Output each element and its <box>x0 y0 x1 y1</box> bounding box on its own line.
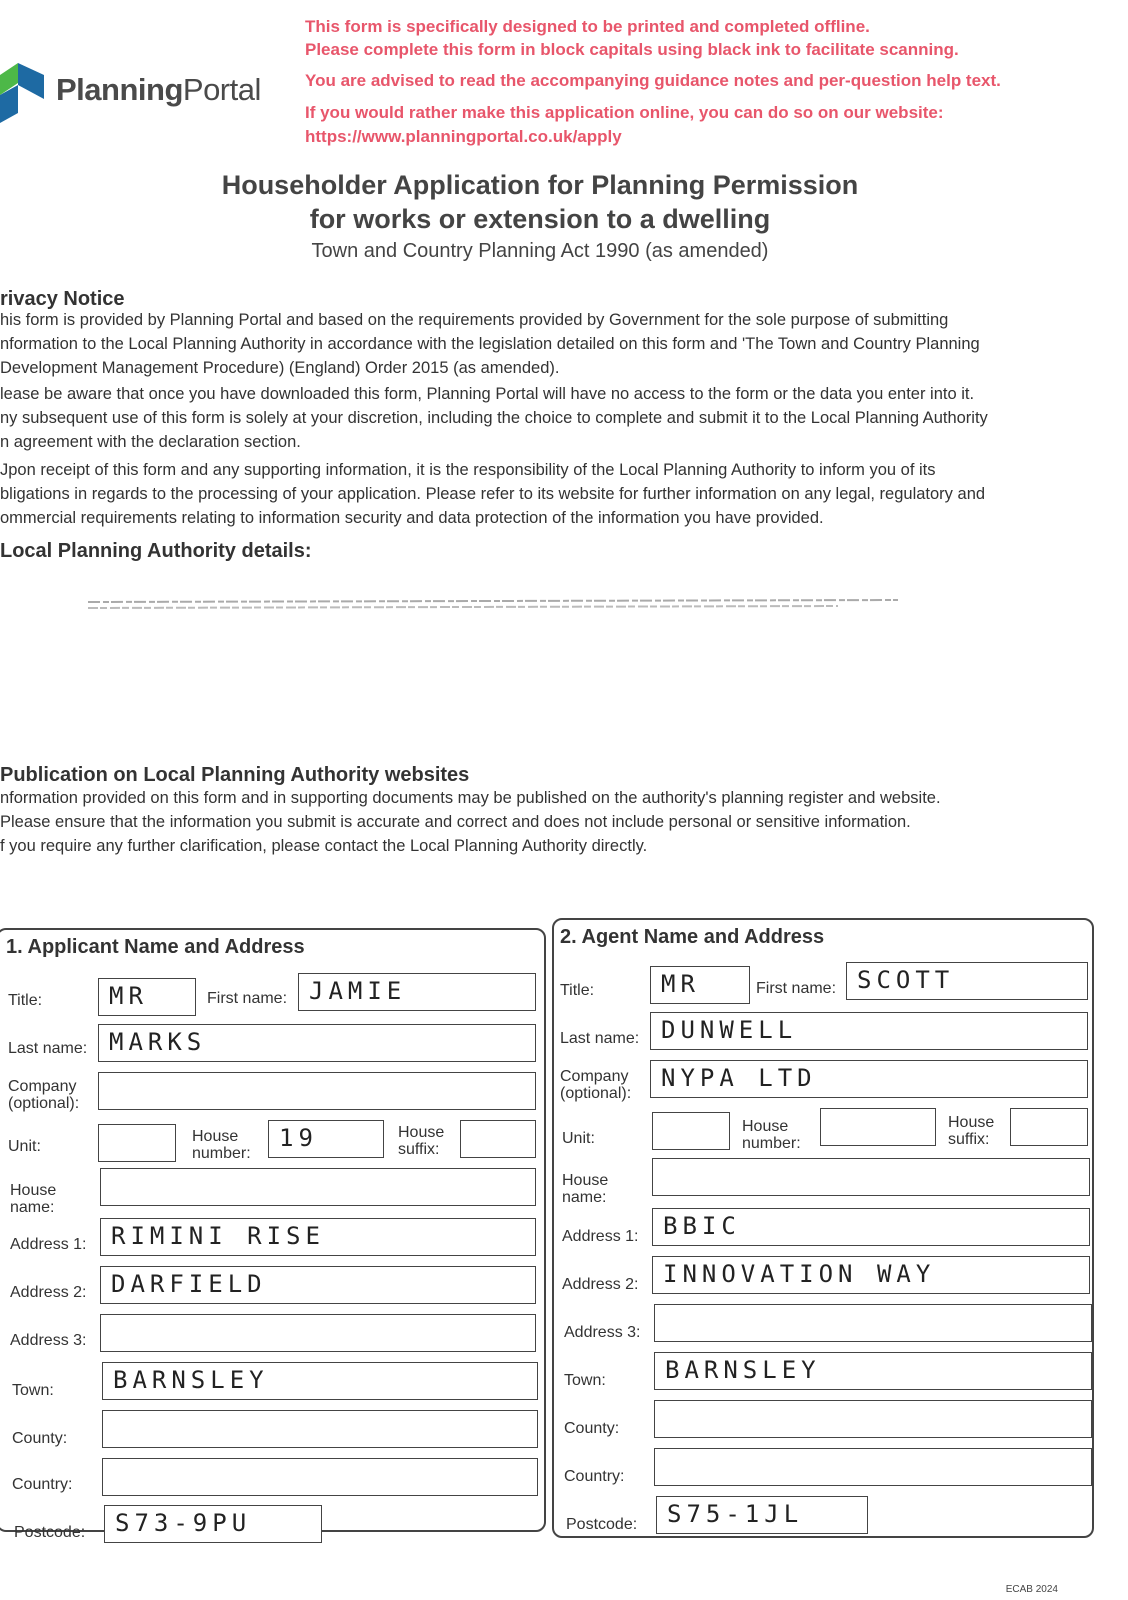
agent-last-name-label: Last name: <box>560 1030 640 1047</box>
agent-house-number-field[interactable] <box>820 1108 936 1146</box>
agent-unit-field[interactable] <box>652 1112 730 1150</box>
applicant-address1-label: Address 1: <box>10 1236 87 1253</box>
agent-company-field[interactable]: NYPA LTD <box>650 1060 1088 1098</box>
agent-postcode-label: Postcode: <box>566 1516 638 1533</box>
form-code: ECAB 2024 <box>1005 1584 1058 1595</box>
privacy-line: his form is provided by Planning Portal and based on the requirements provided by Government for the sole purpose of submitting <box>0 311 949 329</box>
notice-offline: This form is specifically designed to be printed and completed offline. <box>305 17 870 36</box>
applicant-address1-field[interactable]: RIMINI RISE <box>100 1218 536 1256</box>
agent-address1-field[interactable]: BBIC <box>652 1208 1090 1246</box>
applicant-postcode-field[interactable]: S73-9PU <box>104 1505 322 1543</box>
agent-country-field[interactable] <box>654 1448 1092 1486</box>
agent-address2-field[interactable]: INNOVATION WAY <box>652 1256 1090 1294</box>
agent-address1-label: Address 1: <box>562 1228 639 1245</box>
form-subtitle: Town and Country Planning Act 1990 (as amended) <box>311 240 769 262</box>
privacy-line: Jpon receipt of this form and any supporting information, it is the responsibility of the Local Planning Authority to inform you of its <box>0 461 936 479</box>
publication-line: nformation provided on this form and in supporting documents may be published on the authority's planning register and website. <box>0 789 941 807</box>
agent-unit-label: Unit: <box>562 1130 595 1147</box>
applicant-address2-field[interactable]: DARFIELD <box>100 1266 536 1304</box>
agent-heading: 2. Agent Name and Address <box>560 926 825 948</box>
applicant-address3-label: Address 3: <box>10 1332 87 1349</box>
notice-guidance: You are advised to read the accompanying guidance notes and per-question help text. <box>305 71 1001 90</box>
applicant-house-number-field[interactable]: 19 <box>268 1120 384 1158</box>
applicant-title-label: Title: <box>8 992 43 1009</box>
applicant-house-name-field[interactable] <box>100 1168 536 1206</box>
planning-portal-logo-icon <box>0 55 50 125</box>
applicant-house-suffix-field[interactable] <box>460 1120 536 1158</box>
publication-line: Please ensure that the information you submit is accurate and correct and does not include personal or sensitive information. <box>0 813 911 831</box>
applicant-first-name-field[interactable]: JAMIE <box>298 973 536 1011</box>
privacy-line: Development Management Procedure) (England) Order 2015 (as amended). <box>0 359 560 377</box>
agent-title-label: Title: <box>560 982 595 999</box>
form-title-line1: Householder Application for Planning Permission <box>221 170 859 200</box>
agent-address3-label: Address 3: <box>564 1324 641 1341</box>
agent-house-suffix-field[interactable] <box>1010 1108 1088 1146</box>
publication-line: f you require any further clarification, please contact the Local Planning Authority directly. <box>0 837 648 855</box>
agent-address2-label: Address 2: <box>562 1276 639 1293</box>
agent-town-label: Town: <box>564 1372 606 1389</box>
applicant-address2-label: Address 2: <box>10 1284 87 1301</box>
agent-last-name-field[interactable]: DUNWELL <box>650 1012 1088 1050</box>
lpa-heading: Local Planning Authority details: <box>0 540 312 562</box>
agent-first-name-field[interactable]: SCOTT <box>846 962 1088 1000</box>
agent-address3-field[interactable] <box>654 1304 1092 1342</box>
privacy-line: ommercial requirements relating to information security and data protection of the information you have provided. <box>0 509 824 527</box>
applicant-postcode-label: Postcode: <box>14 1524 86 1541</box>
agent-house-name-label: House name: <box>562 1172 609 1206</box>
applicant-county-field[interactable] <box>102 1410 538 1448</box>
applicant-last-name-field[interactable]: MARKS <box>98 1024 536 1062</box>
applicant-unit-label: Unit: <box>8 1138 41 1155</box>
notice-online: If you would rather make this application online, you can do so on our website: <box>305 103 944 122</box>
applicant-first-name-label: First name: <box>207 990 288 1007</box>
publication-heading: Publication on Local Planning Authority websites <box>0 764 470 786</box>
agent-country-label: Country: <box>564 1468 625 1485</box>
agent-house-number-label: House number: <box>742 1118 801 1152</box>
privacy-line: lease be aware that once you have downloaded this form, Planning Portal will have no access to the form or the data you enter into it. <box>0 385 975 403</box>
applicant-last-name-label: Last name: <box>8 1040 88 1057</box>
applicant-town-label: Town: <box>12 1382 54 1399</box>
agent-company-label: Company (optional): <box>560 1068 632 1102</box>
agent-house-suffix-label: House suffix: <box>948 1114 995 1148</box>
applicant-house-number-label: House number: <box>192 1128 251 1162</box>
privacy-line: n agreement with the declaration section. <box>0 433 301 451</box>
agent-title-field[interactable]: MR <box>650 966 750 1004</box>
privacy-line: bligations in regards to the processing of your application. Please refer to its website for further information on any legal, regulatory and <box>0 485 986 503</box>
notice-url[interactable]: https://www.planningportal.co.uk/apply <box>305 127 622 146</box>
applicant-address3-field[interactable] <box>100 1314 536 1352</box>
applicant-country-label: Country: <box>12 1476 73 1493</box>
agent-county-field[interactable] <box>654 1400 1092 1438</box>
logo-text: PlanningPortal <box>56 72 261 107</box>
agent-postcode-field[interactable]: S75-1JL <box>656 1496 868 1534</box>
agent-house-name-field[interactable] <box>652 1158 1090 1196</box>
agent-county-label: County: <box>564 1420 620 1437</box>
privacy-line: ny subsequent use of this form is solely at your discretion, including the choice to complete and submit it to the Local Planning Authority <box>0 409 988 427</box>
applicant-county-label: County: <box>12 1430 68 1447</box>
faint-scanned-text-strip <box>88 598 918 614</box>
applicant-house-name-label: House name: <box>10 1182 57 1216</box>
applicant-unit-field[interactable] <box>98 1124 176 1162</box>
applicant-company-field[interactable] <box>98 1072 536 1110</box>
privacy-line: nformation to the Local Planning Authority in accordance with the legislation detailed on this form and 'The Town and Country Planning <box>0 335 980 353</box>
applicant-town-field[interactable]: BARNSLEY <box>102 1362 538 1400</box>
privacy-heading: rivacy Notice <box>0 288 125 310</box>
applicant-heading: 1. Applicant Name and Address <box>6 936 305 958</box>
applicant-house-suffix-label: House suffix: <box>398 1124 445 1158</box>
applicant-title-field[interactable]: MR <box>98 978 196 1016</box>
form-title-line2: for works or extension to a dwelling <box>309 204 771 234</box>
notice-block-capitals: Please complete this form in block capitals using black ink to facilitate scanning. <box>305 40 959 59</box>
agent-first-name-label: First name: <box>756 980 837 997</box>
agent-town-field[interactable]: BARNSLEY <box>654 1352 1092 1390</box>
applicant-country-field[interactable] <box>102 1458 538 1496</box>
applicant-company-label: Company (optional): <box>8 1078 80 1112</box>
